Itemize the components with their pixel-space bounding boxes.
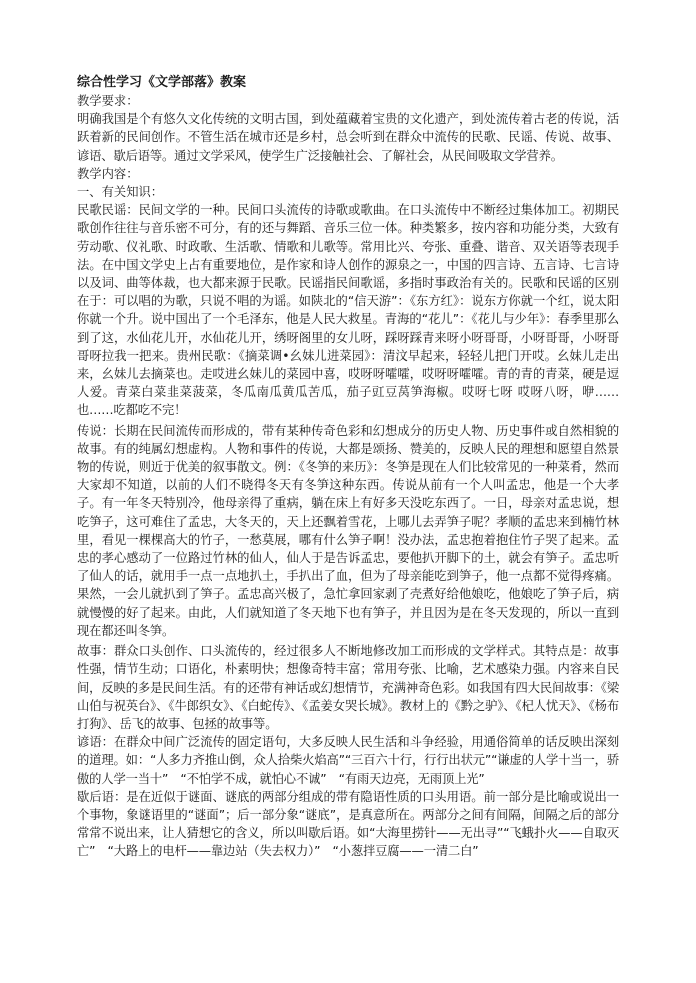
content-heading: 教学内容： bbox=[77, 166, 139, 181]
folk-song-paragraph: 民歌民谣：民间文学的一种。民间口头流传的诗歌或歌曲。在口头流传中不断经过集体加工。初期民歌创作往往与音乐密不可分，有的还与舞蹈、音乐三位一体。种类繁多，按内容和功能分类，大致有劳动歌、仪礼歌、时政歌、生活歌、情歌和儿歌等。常用比兴、夸张、重叠、谐音、双关语等表现手法。在中国文学史上占有重要地位，是作家和诗人创作的源泉之一，中国的四言诗、五言诗、七言诗以及词、曲等体裁，也大都来源于民歌。民谣指民间歌谣，多指时事政治有关的。民歌和民谣的区别在于：可以唱的为歌，只说不唱的为谣。如陕北的“信天游”：《东方红》：说东方你就一个红，说太阳你就一个升。说中国出了一个毛泽东，他是人民大救星。青海的“花儿”：《花儿与少年》：春季里那么到了这，水仙花儿开，水仙花儿开，绣呀阁里的女儿呀，踩呀踩青来呀小呀哥哥，小呀哥哥，小呀哥哥呀拉我一把来。贵州民歌：《摘菜调•幺妹儿进菜园》：清汶早起来，轻轻儿把门开哎。幺妹儿走出来，幺妹儿去摘菜也。走哎进幺妹儿的菜园中喜，哎呀呀嚯嚯，哎呀呀嚯嚯。青的青的青菜，硬是逗人爱。青菜白菜韭菜菠菜，冬瓜南瓜黄瓜苦瓜，茄子豇豆莴笋海椒。哎呀七呀 哎呀八呀，咿……也……吃都吃不完！ bbox=[77, 203, 619, 418]
legend-paragraph: 传说：长期在民间流传而形成的，带有某种传奇色彩和幻想成分的历史人物、历史事件或自然相貌的故事。有的纯属幻想虚构。人物和事件的传说，大都是颂扬、赞美的，反映人民的理想和愿望自然景物的传说，则近于优美的叙事散文。例：《冬笋的来历》：冬笋是现在人们比较常见的一种菜肴，然而大家却不知道，以前的人们不晓得冬天有冬笋这种东西。传说从前有一个人叫孟忠，他是一个大孝子。有一年冬天特别冷，他母亲得了重病，躺在床上有好多天没吃东西了。一日，母亲对孟忠说，想吃笋子，这可难住了孟忠，大冬天的，天上还飘着雪花，上哪儿去弄笋子呢？孝顺的孟忠来到楠竹林里，看见一棵棵高大的竹子，一愁莫展，哪有什么笋子啊！没办法，孟忠抱着抱住竹子哭了起来。孟忠的孝心感动了一位路过竹林的仙人，仙人于是告诉孟忠，要他扒开脚下的土，就会有笋子。孟忠听了仙人的话，就用手一点一点地扒土，手扒出了血，但为了母亲能吃到笋子，他一点都不觉得疼痛。果然，一会儿就扒到了笋子。孟忠高兴极了，急忙拿回家剥了壳煮好给他娘吃，他娘吃了笋子后，病就慢慢的好了起来。由此，人们就知道了冬天地下也有笋子，并且因为是在冬天发现的，所以一直到现在都还叫冬笋。 bbox=[77, 423, 619, 638]
goals-paragraph: 明确我国是个有悠久文化传统的文明古国，到处蕴藏着宝贵的文化遗产，到处流传着古老的传说，活跃着新的民间创作。不管生活在城市还是乡村，总会听到在群众中流传的民歌、民谣、传说、故事、谚语、歇后语等。通过文学采风，使学生广泛接触社会、了解社会，从民间吸取文学营养。 bbox=[77, 112, 619, 163]
document-page bbox=[77, 74, 619, 861]
xiehouyu-paragraph: 歇后语：是在近似于谜面、谜底的两部分组成的带有隐语性质的口头用语。前一部分是比喻或说出一个事物，象谜语里的“谜面”；后一部分象“谜底”，是真意所在。两部分之间有间隔，间隔之后的部分常常不说出来，让人猜想它的含义，所以叫歇后语。如“大海里捞针——无出寻”“飞蛾扑火——自取灭亡” “大路上的电杆——靠边站（失去权力）” “小葱拌豆腐——一清二白” bbox=[77, 789, 619, 859]
part1-heading: 一、有关知识： bbox=[77, 185, 164, 200]
story-paragraph: 故事：群众口头创作、口头流传的，经过很多人不断地修改加工而形成的文学样式。其特点是：故事性强，情节生动；口语化，朴素明快；想像奇特丰富；常用夸张、比喻，艺术感染力强。内容来自民间，反映的多是民间生活。有的还带有神话或幻想情节，充满神奇色彩。如我国有四大民间故事：《梁山伯与祝英台》、《牛郎织女》、《白蛇传》、《孟姜女哭长城》。教材上的《黔之驴》、《杞人忧天》、《杨布打狗》、岳飞的故事、包拯的故事等。 bbox=[77, 644, 619, 731]
goals-heading: 教学要求： bbox=[77, 94, 139, 108]
document-title: 综合性学习《文学部落》教案 bbox=[77, 75, 247, 90]
proverb-paragraph: 谚语：在群众中间广泛流传的固定语句，大多反映人民生活和斗争经验，用通俗简单的话反映出深刻的道理。如：“人多力齐推山倒，众人拾柴火焰高”“三百六十行，行行出状元”“谦虚的人学十当一，骄傲的人学一当十” “不怕学不成，就怕心不诚” “有雨天边亮，无雨顶上光” bbox=[77, 735, 619, 786]
